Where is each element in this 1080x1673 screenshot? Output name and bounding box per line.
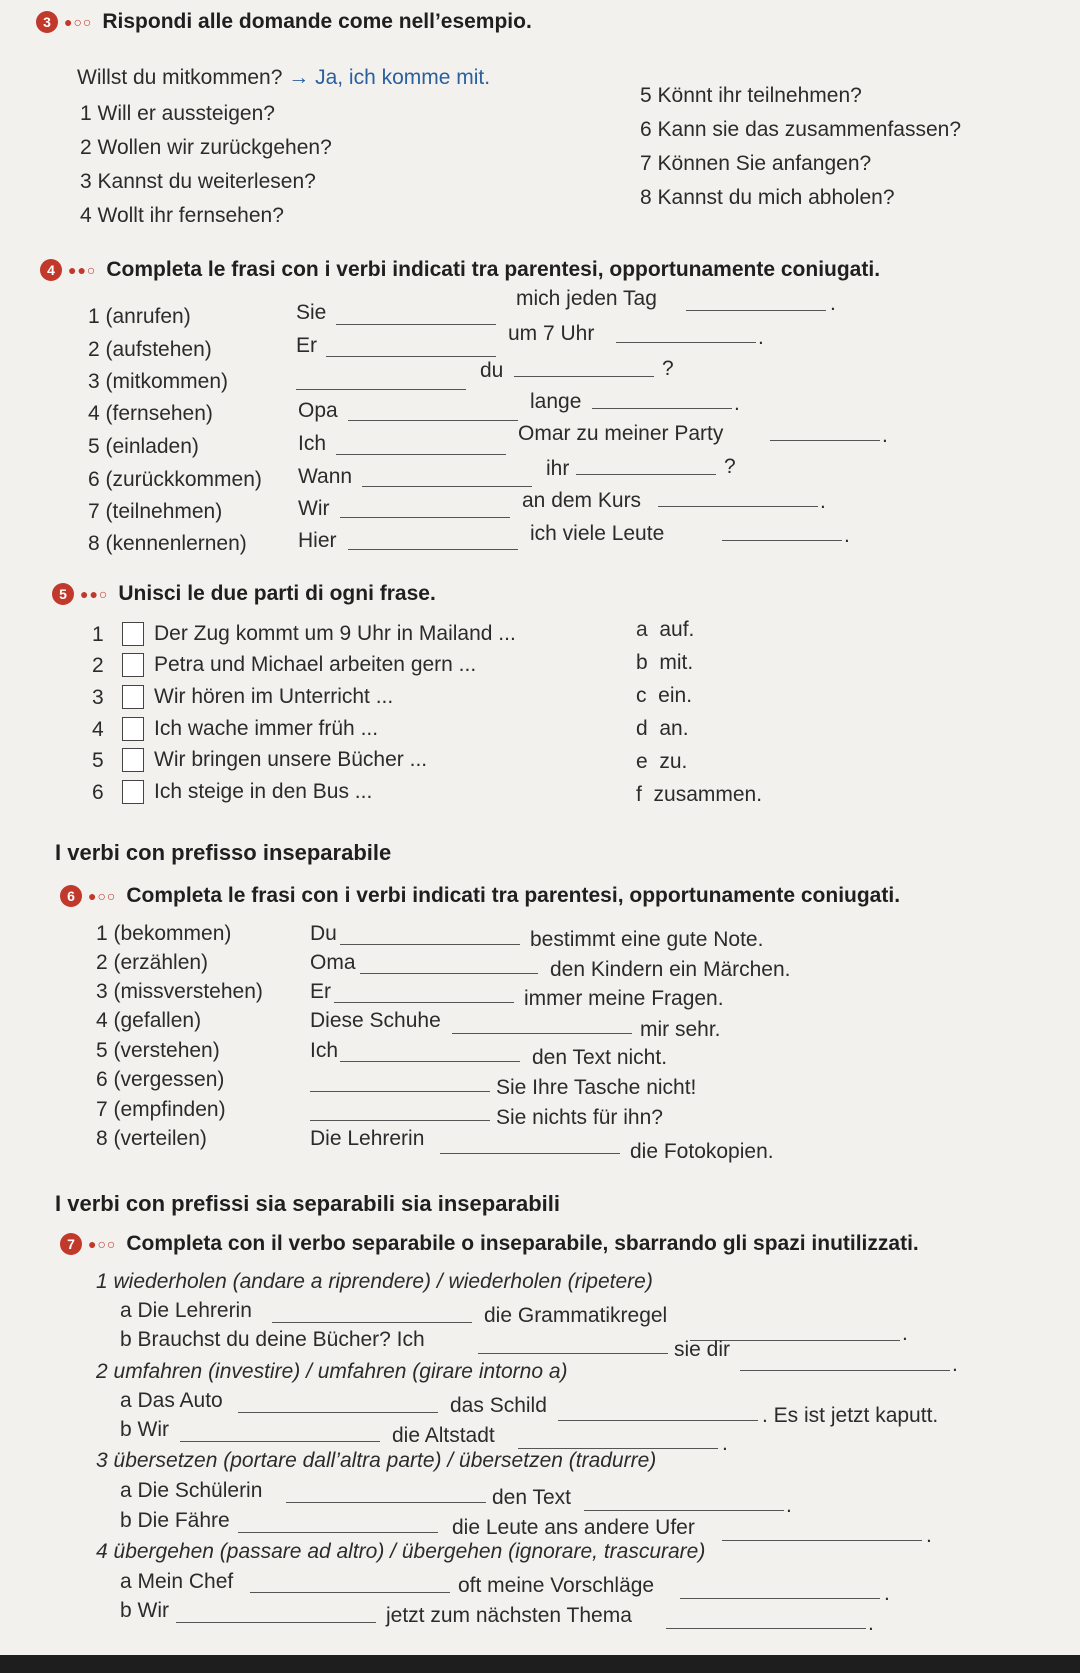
verb-prompt: 4 (gefallen)	[96, 1009, 202, 1032]
section-title: I verbi con prefisso inseparabile	[55, 840, 392, 865]
verb-pair-heading: 3 übersetzen (portare dall’altra parte) / übersetzen (tradurre)	[96, 1449, 657, 1472]
option-text: mit.	[659, 651, 694, 674]
answer-blank[interactable]	[584, 1510, 784, 1511]
list-item: 3 Kannst du weiterlesen?	[80, 170, 316, 193]
exercise-number-badge: 3	[36, 11, 58, 33]
sentence-end: .	[868, 1612, 874, 1635]
sentence-subject: b Wir	[120, 1599, 169, 1622]
exercise-instruction: Completa le frasi con i verbi indicati tra parentesi, opportunamente coniugati.	[126, 884, 901, 907]
example-question-text: Willst du mitkommen?	[77, 66, 283, 89]
sentence-middle: das Schild	[450, 1394, 547, 1417]
sentence-subject: Er	[296, 334, 317, 357]
answer-blank[interactable]	[250, 1592, 450, 1593]
sentence-end: ?	[662, 357, 674, 380]
sentence-middle: jetzt zum nächsten Thema	[386, 1604, 632, 1627]
option-letter: d	[636, 717, 648, 740]
sentence-end: . Es ist jetzt kaputt.	[762, 1404, 939, 1427]
answer-blank[interactable]	[558, 1420, 758, 1421]
sentence-middle: Omar zu meiner Party	[518, 422, 724, 445]
verb-prompt: 8 (kennenlernen)	[88, 532, 247, 555]
answer-blank[interactable]	[340, 517, 510, 518]
sentence-middle: die Leute ans andere Ufer	[452, 1516, 695, 1539]
sentence-subject: Sie	[296, 301, 327, 324]
answer-blank[interactable]	[514, 376, 654, 377]
answer-blank[interactable]	[576, 474, 716, 475]
sentence-subject: Wir	[298, 497, 330, 520]
sentence-subject: Ich	[298, 432, 327, 455]
exercise-instruction: Unisci le due parti di ogni frase.	[118, 582, 436, 605]
example-question	[77, 66, 490, 90]
sentence-ending	[636, 651, 693, 675]
exercise-number-badge: 4	[40, 259, 62, 281]
answer-blank[interactable]	[360, 973, 538, 974]
sentence-end: .	[902, 1322, 908, 1345]
sentence-subject: a Die Lehrerin	[120, 1299, 252, 1322]
sentence-ending	[636, 684, 692, 708]
difficulty-indicator: ●○○	[88, 888, 117, 905]
answer-checkbox[interactable]	[122, 653, 144, 677]
sentence-subject: Opa	[298, 399, 338, 422]
sentence-end: .	[734, 392, 740, 415]
answer-blank[interactable]	[478, 1353, 668, 1354]
exercise-instruction: Rispondi alle domande come nell’esempio.	[102, 10, 532, 33]
sentence-ending	[636, 783, 762, 807]
option-letter: c	[636, 684, 647, 707]
exercise-3-header	[36, 10, 532, 34]
exercise-4-header	[40, 258, 880, 282]
answer-blank[interactable]	[592, 408, 732, 409]
sentence-rest: den Kindern ein Märchen.	[550, 958, 791, 981]
sentence-start: Der Zug kommt um 9 Uhr in Mailand ...	[154, 622, 516, 645]
sentence-subject: Er	[310, 980, 331, 1003]
answer-blank[interactable]	[658, 506, 818, 507]
exercise-number-badge: 5	[52, 583, 74, 605]
verb-prompt: 3 (mitkommen)	[88, 370, 229, 393]
sentence-rest: bestimmt eine gute Note.	[530, 928, 764, 951]
exercise-6-header	[60, 884, 900, 908]
exercise-number-badge: 7	[60, 1233, 82, 1255]
sentence-middle: um 7 Uhr	[508, 322, 595, 345]
difficulty-indicator: ●●○	[68, 262, 97, 279]
answer-blank[interactable]	[180, 1441, 380, 1442]
answer-blank[interactable]	[666, 1628, 866, 1629]
answer-blank[interactable]	[334, 1002, 514, 1003]
sentence-start: Petra und Michael arbeiten gern ...	[154, 653, 477, 676]
verb-prompt: 8 (verteilen)	[96, 1127, 207, 1150]
item-number: 6	[92, 781, 104, 804]
answer-blank[interactable]	[310, 1120, 490, 1121]
verb-prompt: 7 (teilnehmen)	[88, 500, 223, 523]
difficulty-indicator: ●○○	[88, 1236, 117, 1253]
answer-blank[interactable]	[326, 356, 496, 357]
sentence-middle: an dem Kurs	[522, 489, 642, 512]
item-number: 1	[92, 623, 104, 646]
sentence-subject: Diese Schuhe	[310, 1009, 441, 1032]
exercise-instruction: Completa con il verbo separabile o inseparabile, sbarrando gli spazi inutilizzati.	[126, 1232, 919, 1255]
answer-blank[interactable]	[336, 454, 506, 455]
sentence-middle: du	[480, 359, 504, 382]
sentence-middle: oft meine Vorschläge	[458, 1574, 655, 1597]
verb-prompt: 3 (missverstehen)	[96, 980, 263, 1003]
answer-blank[interactable]	[686, 310, 826, 311]
sentence-middle: den Text	[492, 1486, 572, 1509]
item-number: 3	[92, 686, 104, 709]
list-item: 6 Kann sie das zusammenfassen?	[640, 118, 962, 141]
verb-pair-heading: 1 wiederholen (andare a riprendere) / wiederholen (ripetere)	[96, 1270, 653, 1293]
item-number: 2	[92, 654, 104, 677]
answer-blank[interactable]	[336, 324, 496, 325]
option-text: ein.	[658, 684, 693, 707]
sentence-end: .	[722, 1432, 728, 1455]
sentence-rest: mir sehr.	[640, 1018, 721, 1041]
exercise-instruction: Completa le frasi con i verbi indicati tra parentesi, opportunamente coniugati.	[106, 258, 881, 281]
sentence-middle: die Altstadt	[392, 1424, 495, 1447]
sentence-middle: sie dir	[674, 1338, 731, 1361]
answer-checkbox[interactable]	[122, 685, 144, 709]
answer-checkbox[interactable]	[122, 780, 144, 804]
answer-blank[interactable]	[272, 1322, 472, 1323]
sentence-subject: Oma	[310, 951, 356, 974]
sentence-end: .	[820, 490, 826, 513]
verb-pair-heading: 4 übergehen (passare ad altro) / übergehen (ignorare, trascurare)	[96, 1540, 706, 1563]
answer-blank[interactable]	[362, 486, 532, 487]
exercise-7-header	[60, 1232, 919, 1256]
answer-blank[interactable]	[310, 1091, 490, 1092]
sentence-end: .	[882, 424, 888, 447]
sentence-start: Wir bringen unsere Bücher ...	[154, 748, 428, 771]
option-letter: a	[636, 618, 648, 641]
section-title: I verbi con prefissi sia separabili sia inseparabili	[55, 1191, 561, 1216]
list-item: 5 Könnt ihr teilnehmen?	[640, 84, 862, 107]
sentence-end: .	[952, 1353, 958, 1376]
sentence-end: .	[844, 524, 850, 547]
list-item: 4 Wollt ihr fernsehen?	[80, 204, 284, 227]
sentence-ending	[636, 750, 687, 774]
sentence-start: Ich wache immer früh ...	[154, 717, 379, 740]
sentence-rest: die Fotokopien.	[630, 1140, 774, 1163]
sentence-end: ?	[724, 455, 736, 478]
sentence-rest: Sie nichts für ihn?	[496, 1106, 663, 1129]
verb-prompt: 2 (aufstehen)	[88, 338, 212, 361]
sentence-subject: a Das Auto	[120, 1389, 223, 1412]
verb-prompt: 1 (anrufen)	[88, 305, 191, 328]
answer-blank[interactable]	[348, 420, 518, 421]
list-item: 2 Wollen wir zurückgehen?	[80, 136, 332, 159]
sentence-subject: a Mein Chef	[120, 1570, 234, 1593]
answer-checkbox[interactable]	[122, 748, 144, 772]
verb-pair-heading: 2 umfahren (investire) / umfahren (girare intorno a)	[96, 1360, 568, 1383]
answer-blank[interactable]	[340, 944, 520, 945]
option-letter: e	[636, 750, 648, 773]
answer-blank[interactable]	[722, 1540, 922, 1541]
verb-prompt: 6 (zurückkommen)	[88, 468, 262, 491]
sentence-ending	[636, 618, 694, 642]
sentence-subject: b Die Fähre	[120, 1509, 230, 1532]
answer-blank[interactable]	[286, 1502, 486, 1503]
sentence-subject: Ich	[310, 1039, 339, 1062]
sentence-end: .	[884, 1582, 890, 1605]
sentence-subject: b Wir	[120, 1418, 169, 1441]
option-letter: f	[636, 783, 642, 806]
sentence-middle: ihr	[546, 457, 570, 480]
option-text: auf.	[659, 618, 695, 641]
option-text: an.	[659, 717, 689, 740]
verb-prompt: 5 (einladen)	[88, 435, 199, 458]
exercise-number-badge: 6	[60, 885, 82, 907]
verb-prompt: 7 (empfinden)	[96, 1098, 226, 1121]
verb-prompt: 4 (fernsehen)	[88, 402, 213, 425]
list-item: 7 Können Sie anfangen?	[640, 152, 872, 175]
sentence-middle: mich jeden Tag	[516, 287, 657, 310]
sentence-start: Wir hören im Unterricht ...	[154, 685, 394, 708]
photo-bottom-edge	[0, 1655, 1080, 1673]
sentence-rest: immer meine Fragen.	[524, 987, 724, 1010]
verb-prompt: 2 (erzählen)	[96, 951, 209, 974]
answer-blank[interactable]	[722, 540, 842, 541]
verb-prompt: 1 (bekommen)	[96, 922, 232, 945]
option-letter: b	[636, 651, 648, 674]
answer-blank[interactable]	[616, 342, 756, 343]
sentence-middle: die Grammatikregel	[484, 1304, 668, 1327]
sentence-end: .	[758, 326, 764, 349]
sentence-ending	[636, 717, 689, 741]
sentence-subject: Wann	[298, 465, 353, 488]
option-text: zu.	[659, 750, 688, 773]
sentence-subject: a Die Schülerin	[120, 1479, 263, 1502]
sentence-subject: Du	[310, 922, 337, 945]
difficulty-indicator: ●○○	[64, 14, 93, 31]
answer-blank[interactable]	[340, 1061, 520, 1062]
answer-blank[interactable]	[740, 1370, 950, 1371]
sentence-end: .	[830, 292, 836, 315]
answer-blank[interactable]	[176, 1622, 376, 1623]
answer-blank[interactable]	[238, 1412, 438, 1413]
sentence-subject: Die Lehrerin	[310, 1127, 425, 1150]
sentence-subject: b Brauchst du deine Bücher? Ich	[120, 1328, 425, 1351]
answer-blank[interactable]	[296, 389, 466, 390]
answer-blank[interactable]	[770, 440, 880, 441]
sentence-rest: Sie Ihre Tasche nicht!	[496, 1076, 697, 1099]
list-item: 8 Kannst du mich abholen?	[640, 186, 895, 209]
answer-blank[interactable]	[680, 1598, 880, 1599]
example-answer: → Ja, ich komme mit.	[288, 66, 491, 89]
option-text: zusammen.	[653, 783, 763, 806]
sentence-middle: ich viele Leute	[530, 522, 665, 545]
answer-checkbox[interactable]	[122, 717, 144, 741]
sentence-rest: den Text nicht.	[532, 1046, 668, 1069]
verb-prompt: 5 (verstehen)	[96, 1039, 220, 1062]
difficulty-indicator: ●●○	[80, 586, 109, 603]
answer-blank[interactable]	[348, 549, 518, 550]
answer-blank[interactable]	[440, 1153, 620, 1154]
sentence-end: .	[926, 1524, 932, 1547]
sentence-start: Ich steige in den Bus ...	[154, 780, 373, 803]
sentence-subject: Hier	[298, 529, 337, 552]
item-number: 4	[92, 718, 104, 741]
verb-prompt: 6 (vergessen)	[96, 1068, 225, 1091]
exercise-5-header	[52, 582, 436, 606]
answer-blank[interactable]	[238, 1532, 438, 1533]
list-item: 1 Will er aussteigen?	[80, 102, 275, 125]
sentence-end: .	[786, 1494, 792, 1517]
sentence-middle: lange	[530, 390, 582, 413]
answer-checkbox[interactable]	[122, 622, 144, 646]
item-number: 5	[92, 749, 104, 772]
answer-blank[interactable]	[452, 1033, 632, 1034]
